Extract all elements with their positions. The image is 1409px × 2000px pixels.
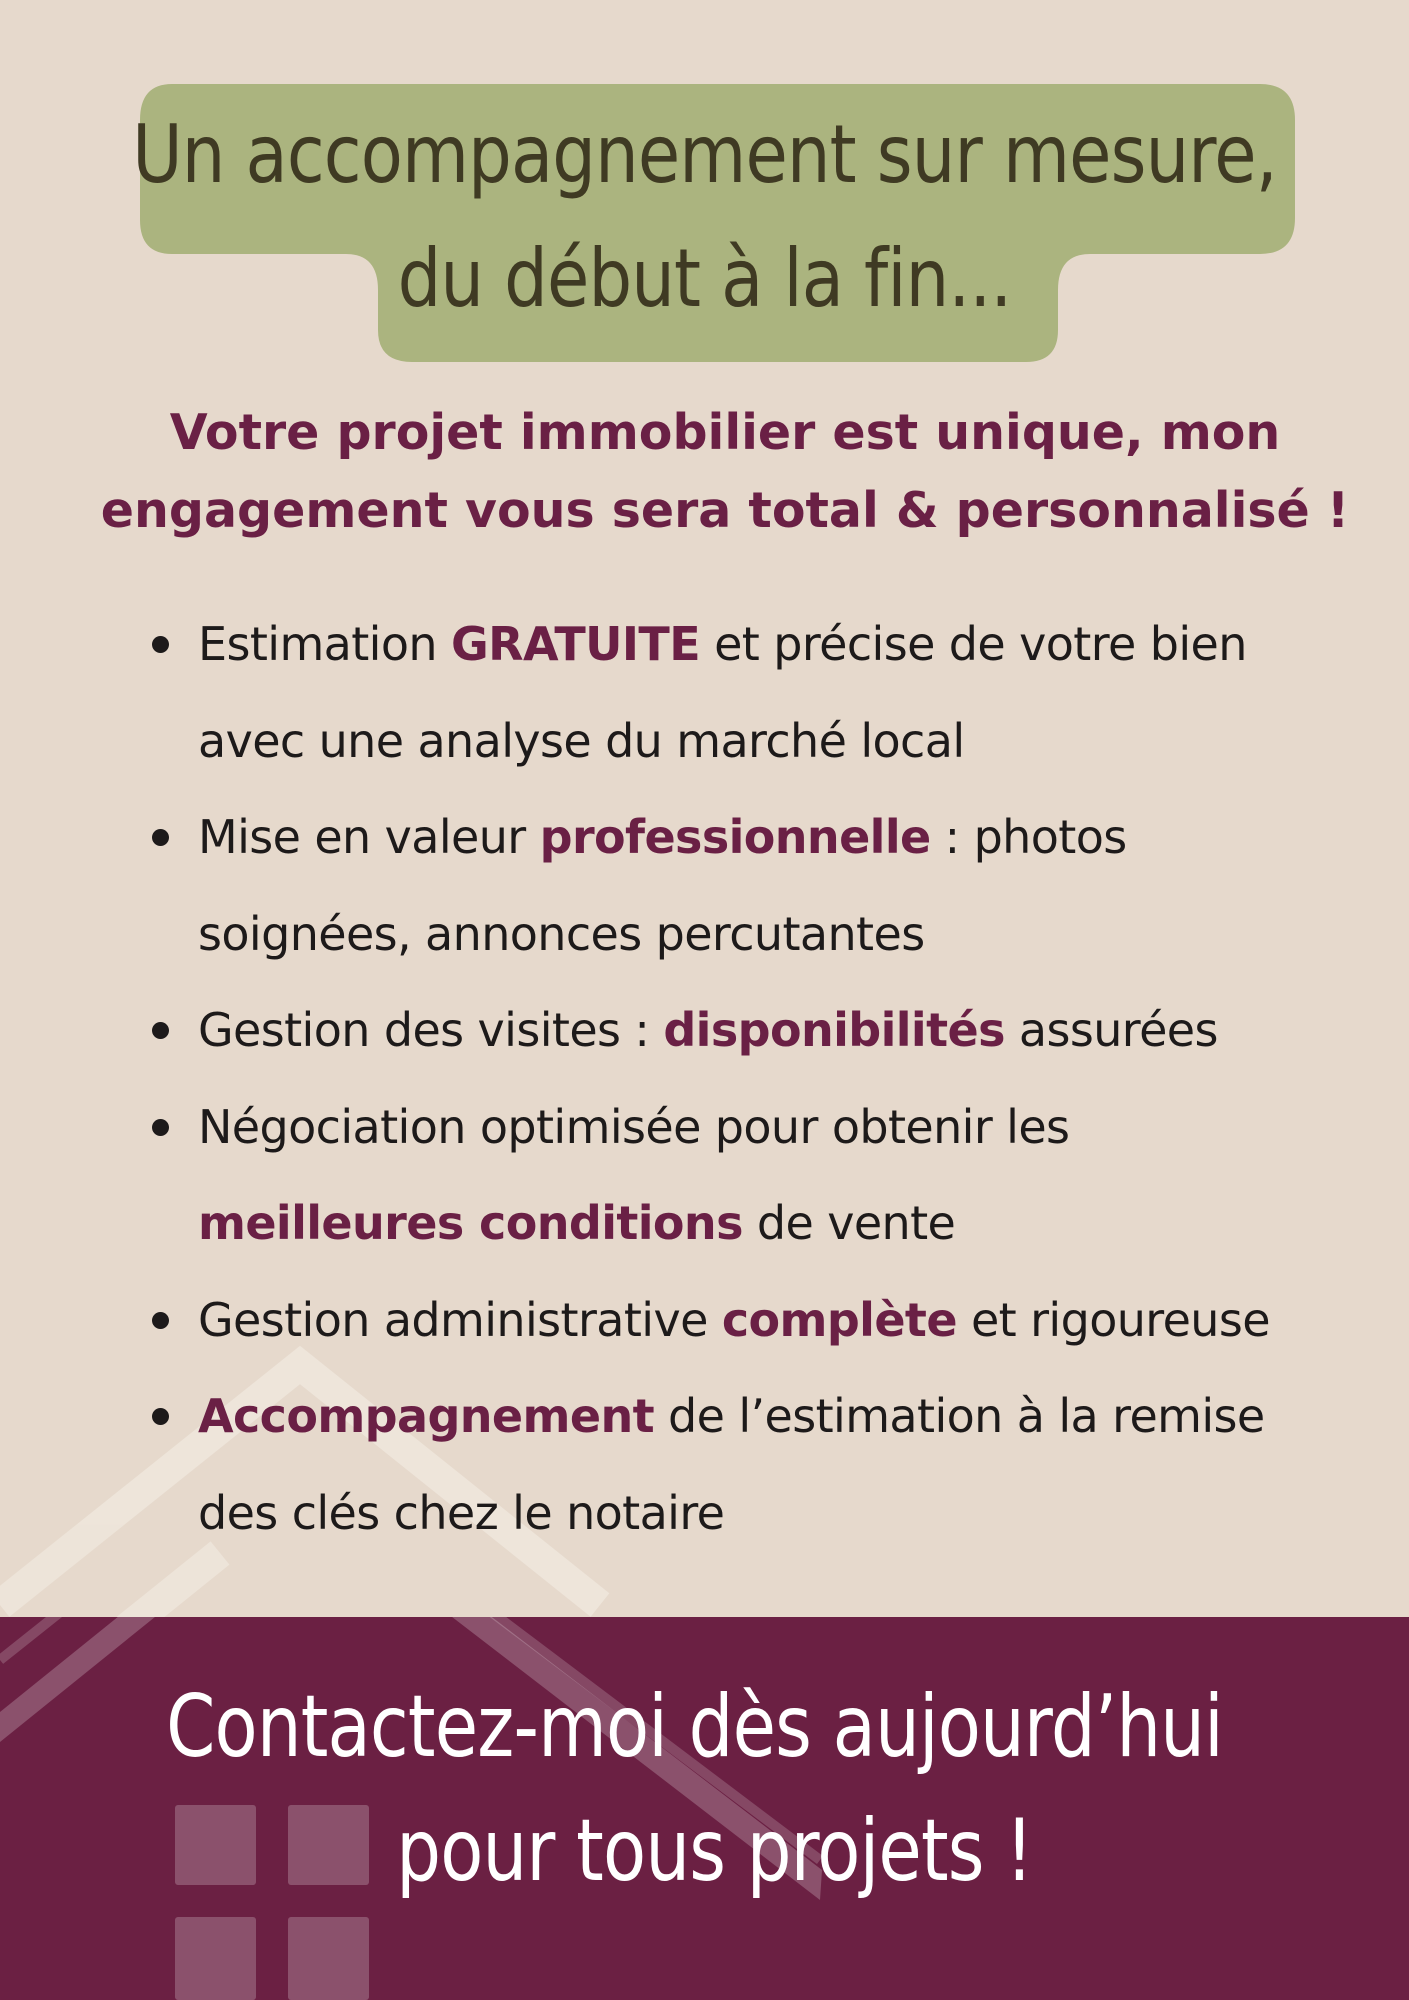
feature-line: [198, 789, 1380, 886]
feature-text: Mise en valeur: [198, 810, 540, 864]
subtitle-line-2: engagement vous sera total & personnalisé !: [100, 482, 1350, 539]
highlight-text: professionnelle: [539, 810, 931, 864]
feature-line: [198, 1368, 1380, 1465]
title-line-2: du début à la fin...: [397, 232, 1012, 325]
feature-line: [198, 1175, 1380, 1272]
feature-text: de vente: [742, 1196, 956, 1250]
feature-text: Estimation: [198, 617, 451, 671]
feature-item: [140, 789, 1380, 982]
feature-text: soignées, annonces percutantes: [198, 906, 925, 961]
feature-line: [198, 886, 1380, 983]
feature-text: Négociation optimisée pour obtenir les: [198, 1099, 1070, 1154]
feature-text: assurées: [1004, 1003, 1218, 1057]
feature-text: : photos: [930, 810, 1127, 864]
highlight-text: meilleures conditions: [198, 1196, 743, 1250]
feature-text: avec une analyse du marché local: [198, 713, 965, 768]
subtitle-line-1: Votre projet immobilier est unique, mon: [169, 404, 1281, 461]
feature-item: [140, 1272, 1380, 1369]
feature-text: de l’estimation à la remise: [653, 1389, 1265, 1443]
feature-item: [140, 982, 1380, 1079]
feature-line: [198, 693, 1380, 790]
feature-text: Gestion administrative: [198, 1292, 722, 1347]
title-line-1: Un accompagnement sur mesure,: [132, 108, 1277, 201]
feature-line: [198, 1272, 1380, 1369]
feature-text: et rigoureuse: [956, 1292, 1270, 1347]
footer-band: [0, 1617, 1409, 2000]
subtitle: [100, 394, 1350, 550]
feature-list: [140, 596, 1380, 1561]
feature-text: des clés chez le notaire: [198, 1485, 725, 1540]
feature-item: [140, 1079, 1380, 1272]
cta-line-2: pour tous projets !: [396, 1801, 1033, 1901]
feature-item: [140, 1368, 1380, 1561]
feature-text: et précise de votre bien: [700, 617, 1247, 671]
feature-line: [198, 596, 1380, 693]
feature-line: [198, 982, 1380, 1079]
feature-line: [198, 1079, 1380, 1176]
highlight-text: disponibilités: [663, 1003, 1005, 1057]
highlight-text: GRATUITE: [450, 617, 701, 671]
highlight-text: complète: [721, 1292, 957, 1347]
feature-item: [140, 596, 1380, 789]
feature-text: Gestion des visites :: [198, 1003, 664, 1057]
highlight-text: Accompagnement: [198, 1389, 654, 1443]
feature-line: [198, 1465, 1380, 1562]
cta-line-1: Contactez-moi dès aujourd’hui: [166, 1677, 1223, 1777]
